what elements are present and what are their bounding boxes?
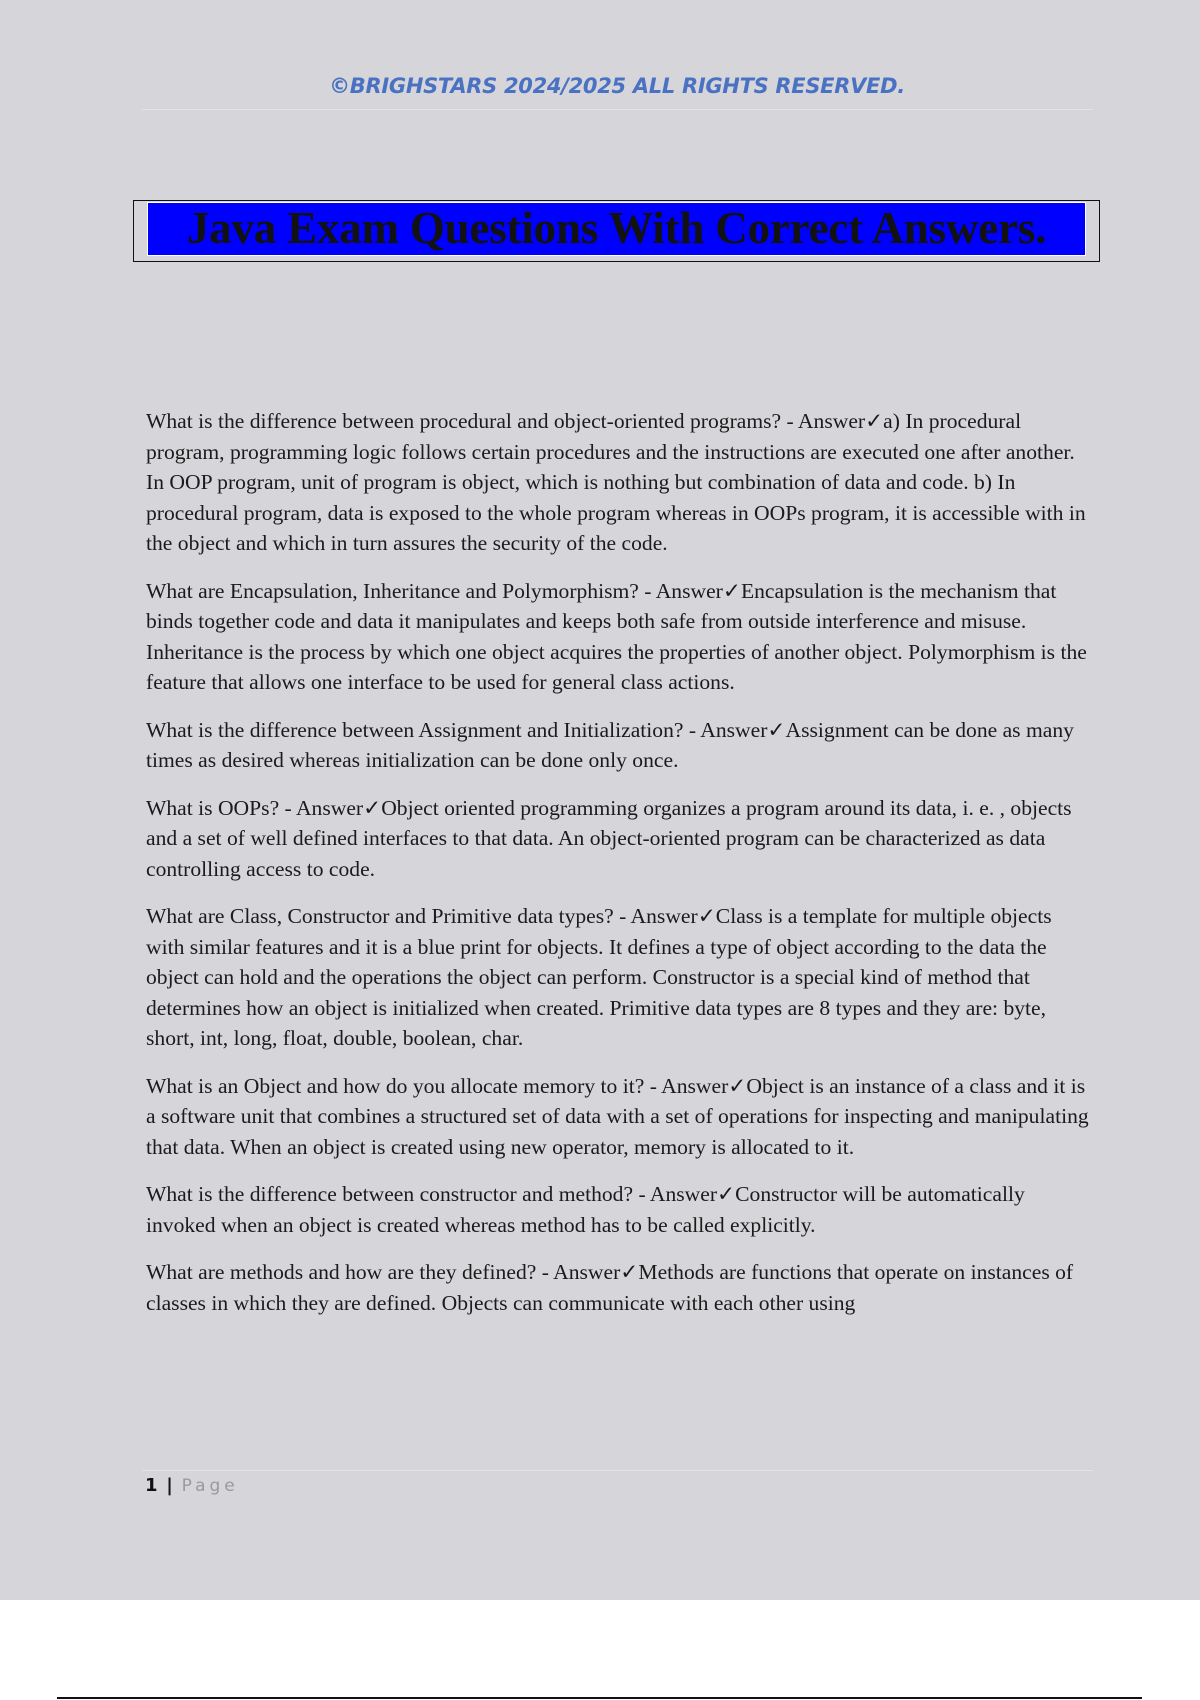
qa-paragraph: What are Class, Constructor and Primitive data types? - Answer✓Class is a template for multiple objects with similar features and it is a blue print for objects. It defines a type of object according to the data the object can hold and the operations the object can perform. Constructor is a special kind of method that determines how an object is initialized when created. Primitive data types are 8 types and they are: byte, short, int, long, float, double, boolean, char. [146, 904, 1052, 1050]
qa-paragraph: What are methods and how are they defined? - Answer✓Methods are functions that operate on instances of classes in which they are defined. Objects can communicate with each other using [146, 1260, 1074, 1315]
qa-paragraph: What is the difference between procedural and object-oriented programs? - Answer✓a) In procedural program, programming logic follows certain procedures and the instructions are executed one after another. In OOP program, unit of program is object, which is nothing but combination of data and code. b) In procedural program, data is exposed to the whole program whereas in OOPs program, it is accessible with in the object and which in turn assures the security of the code. [146, 409, 1086, 555]
document-title: Java Exam Questions With Correct Answers. [186, 203, 1047, 253]
page-footer [145, 1475, 239, 1496]
footer-divider [142, 1470, 1093, 1471]
qa-paragraph: What are Encapsulation, Inheritance and Polymorphism? - Answer✓Encapsulation is the mechanism that binds together code and data it manipulates and keeps both safe from outside interference and misuse. Inheritance is the process by which one object acquires the properties of another object. Polymorphism is the feature that allows one interface to be used for general class actions. [146, 578, 1087, 694]
page-number: 1 [145, 1475, 158, 1496]
copyright-header: ©BRIGHSTARS 2024/2025 ALL RIGHTS RESERVED. [329, 74, 905, 98]
page-label: Page [181, 1476, 239, 1496]
next-page-rule [57, 1697, 1142, 1699]
footer-separator: | [166, 1475, 173, 1496]
qa-paragraph: What is an Object and how do you allocate memory to it? - Answer✓Object is an instance of a class and it is a software unit that combines a structured set of data with a set of operations for inspecting and manipulating that data. When an object is created using new operator, memory is allocated to it. [146, 1073, 1089, 1159]
qa-paragraph: What is the difference between Assignment and Initialization? - Answer✓Assignment can be done as many times as desired whereas initialization can be done only once. [146, 717, 1074, 772]
qa-content [146, 406, 1094, 1335]
qa-paragraph: What is the difference between constructor and method? - Answer✓Constructor will be automatically invoked when an object is created whereas method has to be called explicitly. [146, 1182, 1025, 1237]
header-divider [142, 109, 1093, 110]
qa-paragraph: What is OOPs? - Answer✓Object oriented programming organizes a program around its data, i. e. , objects and a set of well defined interfaces to that data. An object-oriented program can be characterized as data controlling access to code. [146, 795, 1072, 881]
